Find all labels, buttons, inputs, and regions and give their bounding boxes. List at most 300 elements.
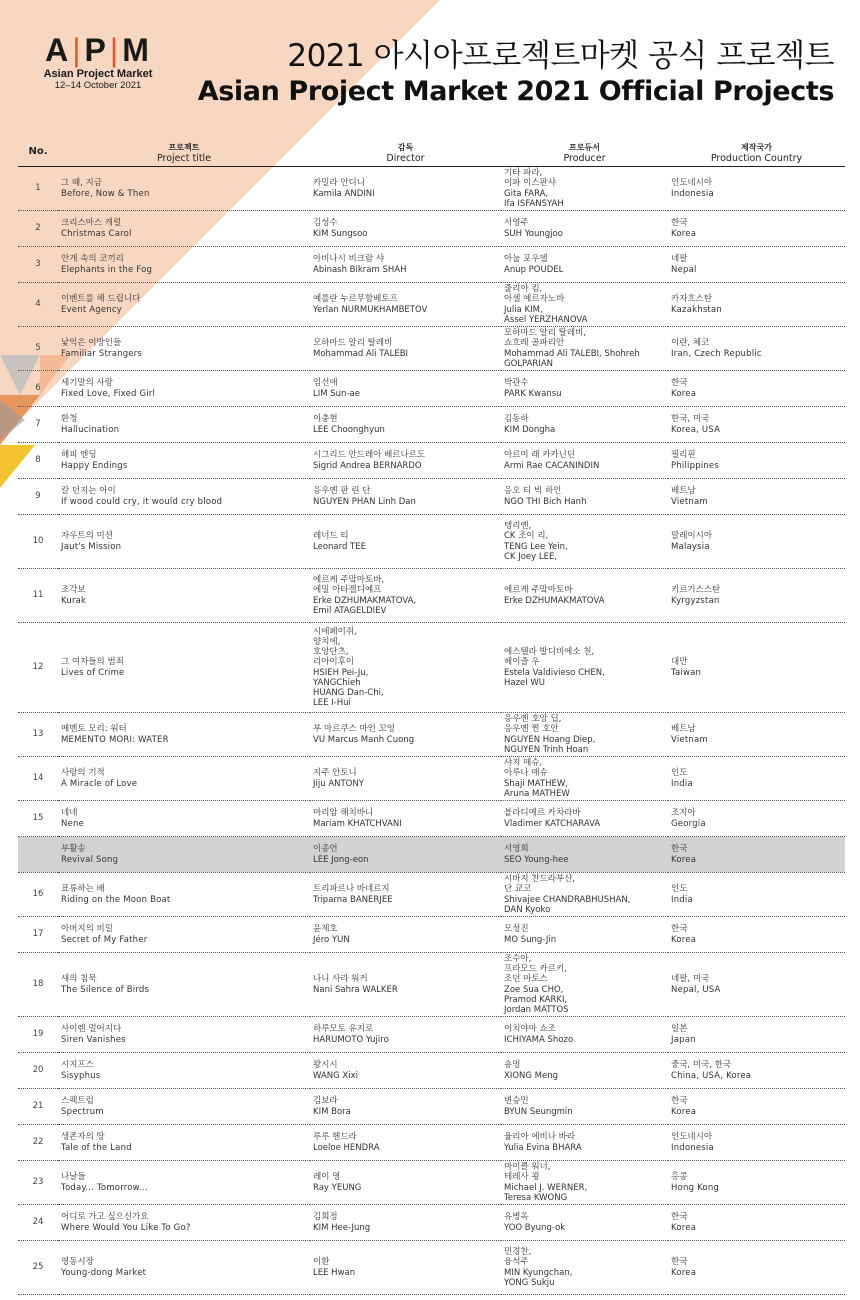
country-korean: 한국 [671, 844, 688, 855]
row-number: 9 [18, 479, 58, 515]
country-english: Korea, USA [671, 424, 721, 435]
project-title-english: Familiar Strangers [61, 348, 143, 359]
project-title-korean: 메멘토 모리: 워터 [61, 724, 127, 735]
producer-name-line: 텡리옌, [504, 521, 532, 532]
producer-cell [501, 479, 668, 515]
project-title-korean: 사랑의 기적 [61, 768, 105, 779]
producer-cell [501, 327, 668, 371]
producer-name-line: SUH Youngjoo [504, 228, 563, 239]
director-name-line: KIM Bora [313, 1106, 351, 1117]
producer-name-line: 박관수 [504, 378, 529, 389]
director-name-line: Leonard TEE [313, 541, 366, 552]
project-title-cell [58, 623, 310, 713]
table-row [18, 1241, 845, 1295]
project-title-cell [58, 443, 310, 479]
country-korean: 한국 [671, 1257, 688, 1268]
header-producer: 프로듀서 Producer [501, 141, 668, 167]
producer-name-line: 아눕 포우델 [504, 254, 548, 265]
producer-name-line: 테레사 쾽 [504, 1172, 540, 1183]
table-row [18, 283, 845, 327]
project-title-english: Tale of the Land [61, 1142, 132, 1153]
table-row [18, 479, 845, 515]
country-english: Kyrgyzstan [671, 595, 720, 606]
director-name-line: Jiju ANTONY [313, 778, 364, 789]
country-english: Vietnam [671, 496, 708, 507]
producer-cell [501, 515, 668, 569]
country-korean: 인도네시아 [671, 178, 713, 189]
director-name-line: 왕시시 [313, 1060, 338, 1071]
project-title-english: Jaut's Mission [61, 541, 122, 552]
producer-cell [501, 1125, 668, 1161]
director-name-line: 응우옌 판 린 단 [313, 486, 371, 497]
row-number: 7 [18, 407, 58, 443]
project-title-korean: 환청 [61, 414, 78, 425]
country-english: India [671, 894, 693, 905]
project-title-cell [58, 283, 310, 327]
row-number: 15 [18, 801, 58, 837]
producer-name-line: 서영희 [504, 844, 529, 855]
country-english: Korea [671, 1222, 697, 1233]
director-cell [310, 569, 501, 623]
project-title-korean: 세기말의 사랑 [61, 378, 113, 389]
country-english: Japan [671, 1034, 696, 1045]
project-title-korean: 안개 속의 코끼리 [61, 254, 124, 265]
project-title-english: Siren Vanishes [61, 1034, 126, 1045]
row-number: 16 [18, 873, 58, 917]
row-number: 23 [18, 1161, 58, 1205]
project-title-korean: 자우트의 미션 [61, 531, 113, 542]
producer-name-line: Julia KIM, [504, 304, 543, 315]
director-name-line: 임선애 [313, 378, 338, 389]
production-country-cell [668, 1017, 845, 1053]
producer-name-line: 조수아, [504, 953, 532, 964]
producer-name-line: Teresa KWONG [504, 1192, 568, 1203]
director-name-line: Kamila ANDINI [313, 188, 375, 199]
director-cell [310, 443, 501, 479]
producer-name-line: 모하마드 알리 탈레비, [504, 328, 587, 339]
producer-name-line: Erke DZHUMAKMATOVA [504, 595, 605, 606]
director-cell [310, 327, 501, 371]
logo-dates: 12–14 October 2021 [54, 80, 142, 91]
director-cell [310, 801, 501, 837]
table-header-row [18, 141, 845, 167]
project-title-korean: 칼 던지는 아이 [61, 486, 116, 497]
producer-name-line: 아루나 매슈 [504, 768, 548, 779]
producer-cell [501, 569, 668, 623]
country-english: Vietnam [671, 734, 708, 745]
director-name-line: WANG Xixi [313, 1070, 358, 1081]
table-row [18, 873, 845, 917]
producer-name-line: PARK Kwansu [504, 388, 562, 399]
producer-name-line: NGUYEN Trinh Hoan [504, 744, 589, 755]
row-number: 22 [18, 1125, 58, 1161]
producer-name-line: CK Joey LEE, [504, 551, 558, 562]
director-name-line: Sigrid Andrea BERNARDO [313, 460, 422, 471]
director-name-line: Triparna BANERJEE [313, 894, 393, 905]
country-korean: 인도 [671, 884, 688, 895]
project-title-korean: 영동시장 [61, 1257, 94, 1268]
project-title-cell [58, 211, 310, 247]
director-name-line: 이충현 [313, 414, 338, 425]
director-name-line: 김성수 [313, 218, 338, 229]
table-row [18, 247, 845, 283]
project-title-cell [58, 953, 310, 1017]
producer-cell [501, 283, 668, 327]
producer-name-line: 단 쿄코 [504, 884, 532, 895]
producer-name-line: KIM Dongha [504, 424, 556, 435]
row-number: 8 [18, 443, 58, 479]
page-title-korean: 2021 아시아프로젝트마켓 공식 프로젝트 [287, 38, 834, 74]
director-cell [310, 837, 501, 873]
country-english: Korea [671, 388, 697, 399]
producer-cell [501, 623, 668, 713]
row-number: 1 [18, 167, 58, 211]
director-name-line: 시에페이쥐, [313, 626, 357, 637]
director-name-line: Jéro YUN [313, 934, 350, 945]
producer-cell [501, 1205, 668, 1241]
row-number: 21 [18, 1089, 58, 1125]
director-cell [310, 953, 501, 1017]
director-name-line: Ray YEUNG [313, 1182, 362, 1193]
producer-name-line: 변승민 [504, 1096, 529, 1107]
row-number [18, 837, 58, 873]
country-korean: 인도네시아 [671, 1132, 713, 1143]
director-cell [310, 247, 501, 283]
page-title-english: Asian Project Market 2021 Official Projects [197, 76, 834, 107]
table-row [18, 757, 845, 801]
producer-name-line: 응우옌 찐 호안 [504, 724, 559, 735]
project-title-english: Revival Song [61, 854, 119, 865]
project-title-cell [58, 247, 310, 283]
country-english: Georgia [671, 818, 706, 829]
country-korean: 네팔 [671, 254, 688, 265]
row-number: 20 [18, 1053, 58, 1089]
project-title-korean: 사이렌 멀어지다 [61, 1024, 122, 1035]
director-name-line: Abinash Bikram SHAH [313, 264, 407, 275]
project-title-korean: 아버지의 비밀 [61, 924, 113, 935]
producer-name-line: Assel YERZHANOVA [504, 314, 588, 325]
country-english: Korea [671, 228, 697, 239]
project-title-english: Kurak [61, 595, 87, 606]
project-title-korean: 시지프스 [61, 1060, 94, 1071]
producer-name-line: MO Sung-Jin [504, 934, 557, 945]
director-cell [310, 623, 501, 713]
table-row [18, 623, 845, 713]
table-row [18, 713, 845, 757]
production-country-cell [668, 247, 845, 283]
table-row [18, 1053, 845, 1089]
production-country-cell [668, 873, 845, 917]
project-title-cell [58, 1017, 310, 1053]
production-country-cell [668, 1241, 845, 1295]
table-row [18, 1017, 845, 1053]
project-title-english: Christmas Carol [61, 228, 132, 239]
row-number: 18 [18, 953, 58, 1017]
project-title-cell [58, 167, 310, 211]
project-title-korean: 새의 침묵 [61, 974, 97, 985]
production-country-cell [668, 371, 845, 407]
production-country-cell [668, 1089, 845, 1125]
country-english: India [671, 778, 693, 789]
production-country-cell [668, 953, 845, 1017]
project-title-english: Where Would You Like To Go? [61, 1222, 191, 1233]
producer-name-line: Michael J. WERNER, [504, 1182, 588, 1193]
table-row [18, 801, 845, 837]
project-title-cell [58, 873, 310, 917]
producer-cell [501, 917, 668, 953]
director-name-line: 이종언 [313, 844, 338, 855]
producer-name-line: Estela Valdivieso CHEN, [504, 667, 605, 678]
producer-cell [501, 443, 668, 479]
project-title-english: Young-dong Market [61, 1267, 147, 1278]
project-title-cell [58, 837, 310, 873]
production-country-cell [668, 515, 845, 569]
director-cell [310, 873, 501, 917]
table-row [18, 917, 845, 953]
header-project-title: 프로젝트 Project title [58, 141, 310, 167]
producer-name-line: 헤이즐 우 [504, 657, 540, 668]
producer-name-line: Shaji MATHEW, [504, 778, 568, 789]
producer-name-line: TENG Lee Yein, [504, 541, 568, 552]
producer-name-line: MIN Kyungchan, [504, 1267, 573, 1278]
project-title-cell [58, 1053, 310, 1089]
producer-name-line: SEO Young-hee [504, 854, 569, 865]
project-title-cell [58, 713, 310, 757]
director-name-line: KIM Hee-Jung [313, 1222, 371, 1233]
country-english: Iran, Czech Republic [671, 348, 762, 359]
table-row [18, 837, 845, 873]
director-name-line: Mariam KHATCHVANI [313, 818, 402, 829]
production-country-cell [668, 801, 845, 837]
country-english: Korea [671, 934, 697, 945]
director-name-line: 카밀라 안디니 [313, 178, 365, 189]
producer-name-line: 숑멍 [504, 1060, 521, 1071]
director-name-line: 시그리드 안드레아 베르나르도 [313, 450, 426, 461]
project-title-korean: 이벤트를 해 드립니다 [61, 294, 141, 305]
director-cell [310, 713, 501, 757]
director-cell [310, 371, 501, 407]
project-title-korean: 어디로 가고 싶으신가요 [61, 1212, 149, 1223]
row-number: 6 [18, 371, 58, 407]
director-name-line: 레너드 티 [313, 531, 349, 542]
production-country-cell [668, 1053, 845, 1089]
row-number: 3 [18, 247, 58, 283]
project-title-korean: 해피 엔딩 [61, 450, 97, 461]
country-korean: 이란, 체코 [671, 338, 710, 349]
producer-name-line: 시바지 찬드라부샨, [504, 874, 576, 885]
director-name-line: 양치에, [313, 636, 341, 647]
project-title-cell [58, 1161, 310, 1205]
producer-cell [501, 1017, 668, 1053]
producer-cell [501, 247, 668, 283]
producer-name-line: 기타 파라, [504, 168, 543, 179]
row-number: 19 [18, 1017, 58, 1053]
producer-cell [501, 713, 668, 757]
header-director: 감독 Director [310, 141, 501, 167]
director-name-line: HARUMOTO Yujiro [313, 1034, 389, 1045]
project-title-english: A Miracle of Love [61, 778, 138, 789]
producer-cell [501, 167, 668, 211]
project-title-cell [58, 407, 310, 443]
production-country-cell [668, 837, 845, 873]
project-title-english: Sisyphus [61, 1070, 101, 1081]
producer-name-line: 김동하 [504, 414, 529, 425]
country-korean: 네팔, 미국 [671, 974, 710, 985]
producer-name-line: 마이클 워너, [504, 1162, 551, 1173]
logo-subtitle: Asian Project Market [43, 68, 153, 80]
row-number: 11 [18, 569, 58, 623]
country-korean: 필리핀 [671, 450, 696, 461]
project-title-english: Riding on the Moon Boat [61, 894, 171, 905]
director-cell [310, 1089, 501, 1125]
country-english: Malaysia [671, 541, 710, 552]
producer-name-line: 샤지 매슈, [504, 758, 543, 769]
project-title-cell [58, 569, 310, 623]
director-name-line: 윤제호 [313, 924, 338, 935]
director-name-line: 트리파르나 바네르지 [313, 884, 390, 895]
producer-name-line: BYUN Seungmin [504, 1106, 573, 1117]
director-name-line: 마리암 해치바니 [313, 808, 374, 819]
producer-name-line: Vladimer KATCHARAVA [504, 818, 601, 829]
project-title-korean: 크리스마스 캐럴 [61, 218, 122, 229]
project-title-cell [58, 1205, 310, 1241]
director-name-line: 김희정 [313, 1212, 338, 1223]
project-title-cell [58, 479, 310, 515]
table-row [18, 569, 845, 623]
production-country-cell [668, 1205, 845, 1241]
country-english: Hong Kong [671, 1182, 720, 1193]
producer-name-line: Jordan MATTOS [504, 1004, 569, 1015]
producer-name-line: CK 조이 리, [504, 531, 549, 542]
director-name-line: Yerlan NURMUKHAMBETOV [313, 304, 428, 315]
country-english: Korea [671, 1267, 697, 1278]
director-name-line: 에밀 아타겔디예프 [313, 585, 382, 596]
production-country-cell [668, 757, 845, 801]
project-title-english: If wood could cry, it would cry blood [61, 496, 223, 507]
project-title-english: Before, Now & Then [61, 188, 150, 199]
project-title-cell [58, 515, 310, 569]
production-country-cell [668, 407, 845, 443]
producer-name-line: 에르케 주맠마토바 [504, 585, 573, 596]
director-name-line: 하루모토 유지로 [313, 1024, 374, 1035]
country-korean: 카자흐스탄 [671, 294, 713, 305]
producer-name-line: 에스텔라 발디비에소 천, [504, 647, 595, 658]
director-cell [310, 1053, 501, 1089]
producer-name-line: 쇼흐레 골파리안 [504, 338, 565, 349]
producer-name-line: Gita FARA, [504, 188, 549, 199]
director-name-line: 모하마드 알리 탈레비 [313, 338, 393, 349]
country-english: Nepal, USA [671, 984, 721, 995]
producer-name-line: 프라모드 카르키, [504, 964, 567, 975]
director-name-line: Nani Sahra WALKER [313, 984, 398, 995]
country-korean: 대만 [671, 657, 688, 668]
table-row [18, 167, 845, 211]
apm-logo [38, 34, 158, 91]
country-english: Philippines [671, 460, 719, 471]
producer-cell [501, 1089, 668, 1125]
project-title-korean: 스펙트럼 [61, 1096, 94, 1107]
table-row [18, 327, 845, 371]
header-no: No. [18, 141, 58, 167]
project-title-english: Spectrum [61, 1106, 104, 1117]
director-cell [310, 1017, 501, 1053]
producer-name-line: 융석주 [504, 1257, 529, 1268]
director-name-line: LEE Jong-eon [313, 854, 369, 865]
country-english: Korea [671, 854, 697, 865]
projects-table [18, 141, 845, 1295]
production-country-cell [668, 211, 845, 247]
row-number: 24 [18, 1205, 58, 1241]
producer-cell [501, 211, 668, 247]
producer-name-line: 유병옥 [504, 1212, 529, 1223]
producer-name-line: 응오 티 빅 하인 [504, 486, 562, 497]
country-english: Korea [671, 1106, 697, 1117]
production-country-cell [668, 713, 845, 757]
producer-name-line: 블라디메르 카차라바 [504, 808, 581, 819]
producer-cell [501, 801, 668, 837]
project-title-cell [58, 1089, 310, 1125]
director-name-line: 이환 [313, 1257, 330, 1268]
director-name-line: 지주 안토니 [313, 768, 357, 779]
country-korean: 말레이시아 [671, 531, 713, 542]
director-name-line: 호앙단츠, [313, 647, 349, 658]
project-title-cell [58, 1125, 310, 1161]
country-korean: 한국 [671, 1096, 688, 1107]
country-korean: 중국, 미국, 한국 [671, 1060, 732, 1071]
country-english: Nepal [671, 264, 697, 275]
director-cell [310, 407, 501, 443]
country-korean: 한국 [671, 924, 688, 935]
director-name-line: LEE Hwan [313, 1267, 356, 1278]
producer-cell [501, 757, 668, 801]
project-title-english: Today... Tomorrow... [61, 1182, 148, 1193]
country-english: China, USA, Korea [671, 1070, 752, 1081]
production-country-cell [668, 1125, 845, 1161]
production-country-cell [668, 1161, 845, 1205]
producer-name-line: 이치야마 쇼조 [504, 1024, 556, 1035]
production-country-cell [668, 479, 845, 515]
country-korean: 조지아 [671, 808, 696, 819]
director-name-line: 루루 헨드라 [313, 1132, 357, 1143]
project-title-korean: 나날들 [61, 1172, 86, 1183]
director-name-line: 레이 영 [313, 1172, 341, 1183]
director-name-line: Mohammad Ali TALEBI [313, 348, 409, 359]
production-country-cell [668, 917, 845, 953]
production-country-cell [668, 167, 845, 211]
table-row [18, 443, 845, 479]
producer-cell [501, 1161, 668, 1205]
director-cell [310, 1241, 501, 1295]
producer-name-line: NGO THI Bich Hanh [504, 496, 587, 507]
table-row [18, 1125, 845, 1161]
producer-name-line: Ifa ISFANSYAH [504, 198, 564, 209]
production-country-cell [668, 443, 845, 479]
director-name-line: 아비나시 비크람 샤 [313, 254, 385, 265]
apm-logo-mark: A|P|M [45, 32, 151, 68]
producer-cell [501, 873, 668, 917]
director-cell [310, 1125, 501, 1161]
project-title-english: Fixed Love, Fixed Girl [61, 388, 156, 399]
producer-name-line: GOLPARIAN [504, 358, 553, 369]
producer-name-line: 이파 이스판샤 [504, 178, 556, 189]
director-name-line: 리아이후이 [313, 657, 355, 668]
director-name-line: 부 마르쿠스 마인 꼬엉 [313, 724, 396, 735]
country-korean: 홍콩 [671, 1172, 688, 1183]
project-title-korean: 생존자의 땅 [61, 1132, 105, 1143]
project-title-korean: 네네 [61, 808, 78, 819]
row-number: 5 [18, 327, 58, 371]
project-title-cell [58, 327, 310, 371]
